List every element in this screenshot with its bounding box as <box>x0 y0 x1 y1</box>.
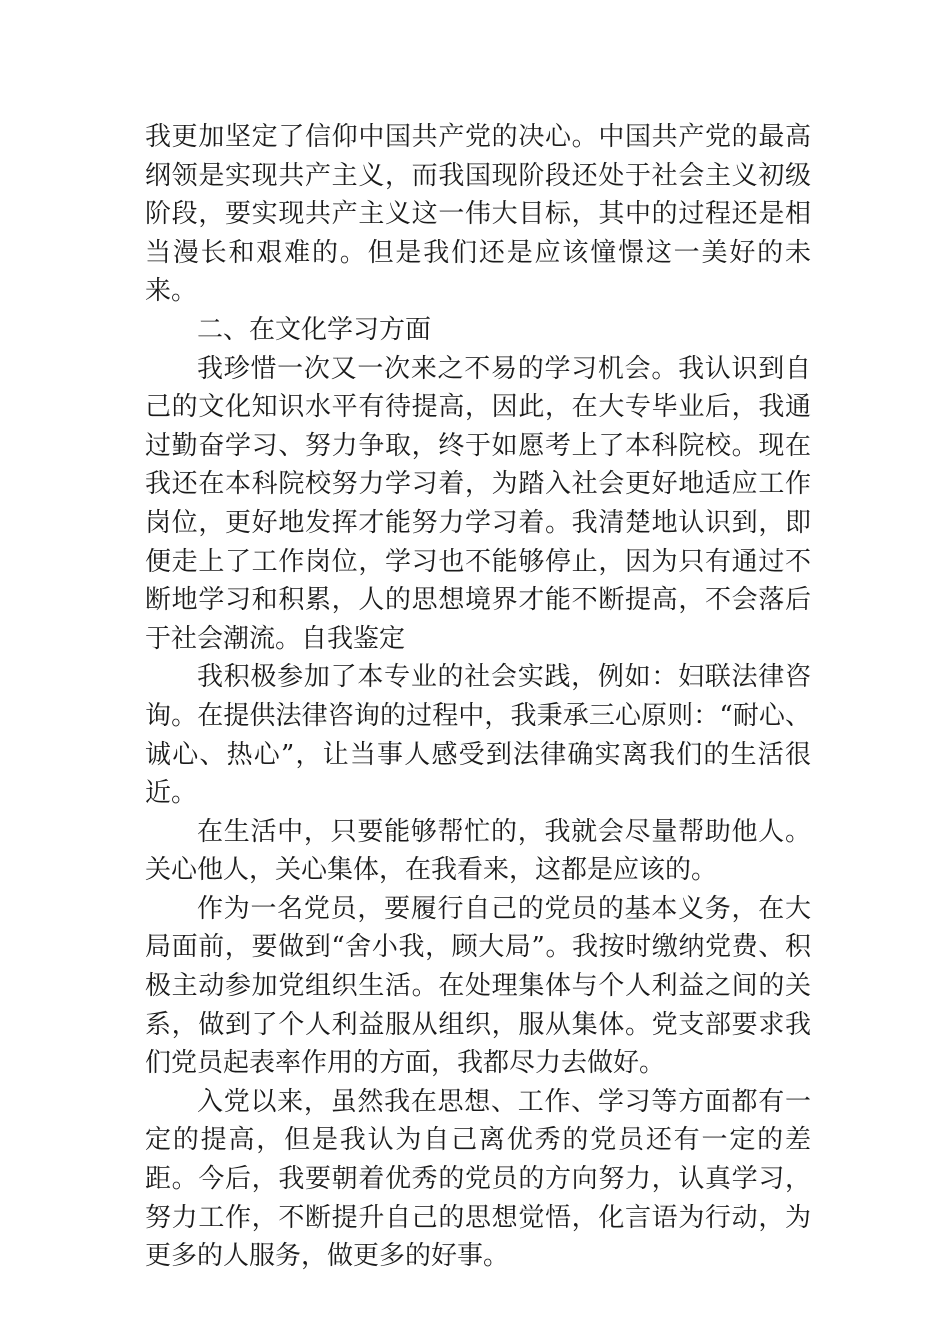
paragraph-study-opportunity: 我珍惜一次又一次来之不易的学习机会。我认识到自己的文化知识水平有待提高，因此，在大专毕业后，我通过勤奋学习、努力争取，终于如愿考上了本科院校。现在我还在本科院校努力学习着，为踏入社会更好地适应工作岗位，更好地发挥才能努力学习着。我清楚地认识到，即便走上了工作岗位，学习也不能够停止，因为只有通过不断地学习和积累，人的思想境界才能不断提高，不会落后于社会潮流。自我鉴定 <box>145 353 811 654</box>
paragraph-continuation: 我更加坚定了信仰中国共产党的决心。中国共产党的最高纲领是实现共产主义，而我国现阶段还处于社会主义初级阶段，要实现共产主义这一伟大目标，其中的过程还是相当漫长和艰难的。但是我们还是应该憧憬这一美好的未来。 <box>145 122 811 307</box>
paragraph-party-duties: 作为一名党员，要履行自己的党员的基本义务，在大局面前，要做到“舍小我，顾大局”。我按时缴纳党费、积极主动参加党组织生活。在处理集体与个人利益之间的关系，做到了个人利益服从组织，服从集体。党支部要求我们党员起表率作用的方面，我都尽力去做好。 <box>145 893 811 1079</box>
document-body <box>145 118 811 1276</box>
paragraph-future-goals: 入党以来，虽然我在思想、工作、学习等方面都有一定的提高，但是我认为自己离优秀的党员还有一定的差距。今后，我要朝着优秀的党员的方向努力，认真学习，努力工作，不断提升自己的思想觉悟，化言语为行动，为更多的人服务，做更多的好事。 <box>145 1086 811 1272</box>
paragraph-social-practice: 我积极参加了本专业的社会实践，例如：妇联法律咨询。在提供法律咨询的过程中，我秉承三心原则：“耐心、诚心、热心”，让当事人感受到法律确实离我们的生活很近。 <box>145 662 811 809</box>
paragraph-helping-others: 在生活中，只要能够帮忙的，我就会尽量帮助他人。关心他人，关心集体，在我看来，这都是应该的。 <box>145 816 811 886</box>
section-heading-cultural-study: 二、在文化学习方面 <box>197 314 432 345</box>
